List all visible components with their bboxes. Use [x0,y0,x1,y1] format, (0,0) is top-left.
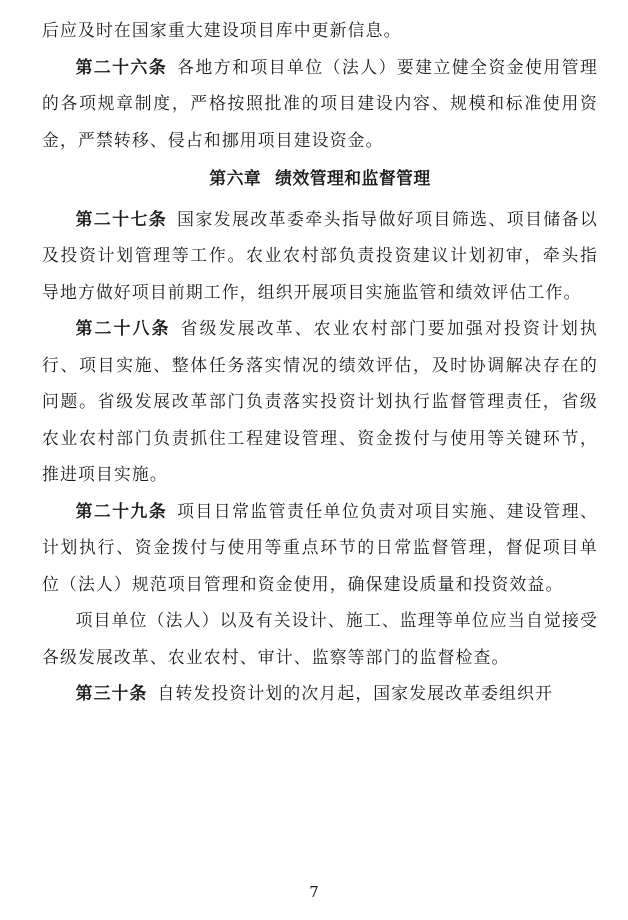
article-28 [42,310,598,493]
article-29 [42,493,598,603]
article-text: 自转发投资计划的次月起，国家发展改革委组织开 [157,683,554,703]
chapter-number: 第六章 [209,168,262,188]
article-text: 国家发展改革委牵头指导做好项目筛选、项目储备以及投资计划管理等工作。农业农村部负责投资建议计划初审，牵头指导地方做好项目前期工作，组织开展项目实施监管和绩效评估工作。 [42,208,598,302]
document-body [42,12,598,712]
chapter-title: 绩效管理和监督管理 [275,168,431,188]
paragraph-continuation [42,12,598,49]
article-label: 第二十七条 [75,208,168,229]
article-text: 各地方和项目单位（法人）要建立健全资金使用管理的各项规章制度，严格按照批准的项目建设内容、规模和标准使用资金，严禁转移、侵占和挪用项目建设资金。 [42,56,598,150]
chapter-heading [42,158,598,201]
article-text: 项目日常监管责任单位负责对项目实施、建设管理、计划执行、资金拨付与使用等重点环节的日常监督管理，督促项目单位（法人）规范项目管理和资金使用，确保建设质量和投资效益。 [42,500,598,594]
article-label: 第三十条 [75,683,148,703]
article-label: 第二十九条 [75,500,168,521]
page-number: 7 [309,883,319,901]
article-text: 省级发展改革、农业农村部门要加强对投资计划执行、项目实施、整体任务落实情况的绩效评估，及时协调解决存在的问题。省级发展改革部门负责落实投资计划执行监督管理责任，省级农业农村部门负责抓住工程建设管理、资金拨付与使用等关键环节，推进项目实施。 [42,318,598,484]
article-label: 第二十八条 [75,318,171,338]
paragraph-text: 后应及时在国家重大建设项目库中更新信息。 [42,20,402,40]
article-27 [42,201,598,311]
paragraph-plain [42,602,598,675]
paragraph-text: 项目单位（法人）以及有关设计、施工、监理等单位应当自觉接受各级发展改革、农业农村、审计、监察等部门的监督检查。 [42,610,598,667]
article-30 [42,675,598,712]
article-label: 第二十六条 [75,56,168,77]
article-26 [42,49,598,159]
